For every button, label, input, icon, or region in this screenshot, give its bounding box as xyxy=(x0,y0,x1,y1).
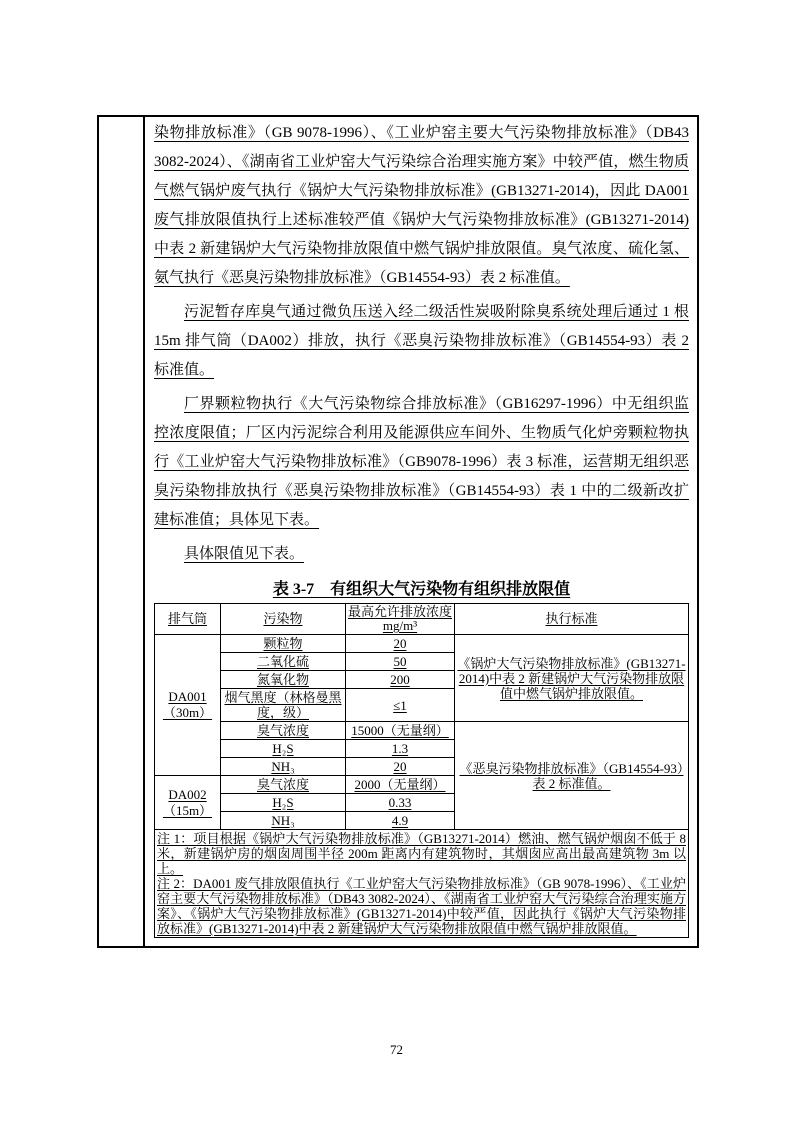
stack-da002-height: （15m） xyxy=(162,802,213,818)
value-cell: 2000（无量纲） xyxy=(346,776,455,794)
content-frame xyxy=(97,115,699,948)
col-header-pollutant: 污染物 xyxy=(221,604,346,635)
table-row xyxy=(155,635,689,653)
value-cell: 20 xyxy=(346,758,455,776)
pollutant-cell: 臭气浓度 xyxy=(221,722,346,740)
stack-cell-da002 xyxy=(155,776,221,830)
stack-cell-da001 xyxy=(155,635,221,776)
value-cell: 0.33 xyxy=(346,794,455,812)
col-header-concentration xyxy=(346,604,455,635)
col-header-concentration-line1: 最高允许排放浓度 xyxy=(347,604,452,619)
value-cell: 4.9 xyxy=(346,812,455,830)
body-paragraph-3: 厂界颗粒物执行《大气污染物综合排放标准》（GB16297-1996）中无组织监控浓度限值；厂区内污泥综合利用及能源供应车间外、生物质气化炉旁颗粒物执行《工业炉窑大气污染物排放标准》（GB9078-1996）表 3 标准，运营期无组织恶臭污染物排放执行《恶臭污染物排放标准》（GB14554-93）表 1 中的二级新改扩建标准值；具体见下表。 xyxy=(154,396,689,528)
stack-da001-height: （30m） xyxy=(162,705,213,720)
table-3-7-title: 表 3-7 有组织大气污染物有组织排放限值 xyxy=(272,581,571,598)
pollutant-cell: H₂S xyxy=(221,740,346,758)
frame-main-cell xyxy=(145,117,697,946)
pollutant-cell: H₂S xyxy=(221,794,346,812)
col-header-stack: 排气筒 xyxy=(155,604,221,635)
table-header-row xyxy=(155,604,689,635)
value-cell: 50 xyxy=(346,653,455,671)
value-cell: 200 xyxy=(346,671,455,689)
pollutant-cell: 臭气浓度 xyxy=(221,776,346,794)
standard-cell-odor: 《恶臭污染物排放标准》（GB14554-93）表 2 标准值。 xyxy=(455,722,689,830)
stack-da001-id: DA001 xyxy=(168,689,207,704)
standard-cell-boiler: 《锅炉大气污染物排放标准》(GB13271-2014)中表 2 新建锅炉大气污染物排放限值中燃气锅炉排放限值。 xyxy=(455,635,689,722)
value-cell: 1.3 xyxy=(346,740,455,758)
table-notes-row xyxy=(155,830,689,938)
value-cell: 20 xyxy=(346,635,455,653)
page-number: 72 xyxy=(390,1042,403,1057)
pollutant-cell: NH₃ xyxy=(221,758,346,776)
value-cell: ≤1 xyxy=(346,689,455,722)
body-paragraph-4: 具体限值见下表。 xyxy=(184,546,305,562)
emission-limits-table xyxy=(154,603,689,938)
notes-cell xyxy=(155,830,689,938)
col-header-concentration-unit: mg/m³ xyxy=(382,618,418,633)
col-header-standard: 执行标准 xyxy=(455,604,689,635)
stack-da002-id: DA002 xyxy=(168,786,207,802)
body-paragraph-1: 染物排放标准》（GB 9078-1996）、《工业炉窑主要大气污染物排放标准》（DB43 3082-2024）、《湖南省工业炉窑大气污染综合治理实施方案》中较严值，燃生物质气燃气锅炉废气执行《锅炉大气污染物排放标准》(GB13271-2014)，因此 DA001 废气排放限值执行上述标准较严值《锅炉大气污染物排放标准》(GB13271-2014)中表 2 新建锅炉大气污染物排放限值中燃气锅炉排放限值。臭气浓度、硫化氢、氨气执行《恶臭污染物排放标准》（GB14554-93）表 2 标准值。 xyxy=(154,125,689,286)
pollutant-cell: NH₃ xyxy=(221,812,346,830)
pollutant-cell: 二氧化硫 xyxy=(221,653,346,671)
pollutant-cell: 颗粒物 xyxy=(221,635,346,653)
body-paragraph-2: 污泥暂存库臭气通过微负压送入经二级活性炭吸附除臭系统处理后通过 1 根 15m 排气筒（DA002）排放，执行《恶臭污染物排放标准》（GB14554-93）表 2 标准值。 xyxy=(154,304,689,378)
note-1: 注 1：项目根据《锅炉大气污染物排放标准》（GB13271-2014）燃油、燃气锅炉烟囱不低于 8 米，新建锅炉房的烟囱周围半径 200m 距离内有建筑物时，其烟囱应高出最高建筑物 3m 以上。 xyxy=(157,831,686,876)
frame-left-column xyxy=(99,117,145,946)
table-row xyxy=(155,722,689,740)
value-cell: 15000（无量纲） xyxy=(346,722,455,740)
pollutant-cell: 氮氧化物 xyxy=(221,671,346,689)
pollutant-cell: 烟气黑度（林格曼黑度，级） xyxy=(221,689,346,722)
note-2: 注 2：DA001 废气排放限值执行《工业炉窑大气污染物排放标准》（GB 9078-1996）、《工业炉窑主要大气污染物排放标准》（DB43 3082-2024）、《湖南省工业炉窑大气污染综合治理实施方案》、《锅炉大气污染物排放标准》(GB13271-2014)中较严值，因此执行《锅炉大气污染物排放标准》(GB13271-2014)中表 2 新建锅炉大气污染物排放限值中燃气锅炉排放限值。 xyxy=(157,876,686,936)
